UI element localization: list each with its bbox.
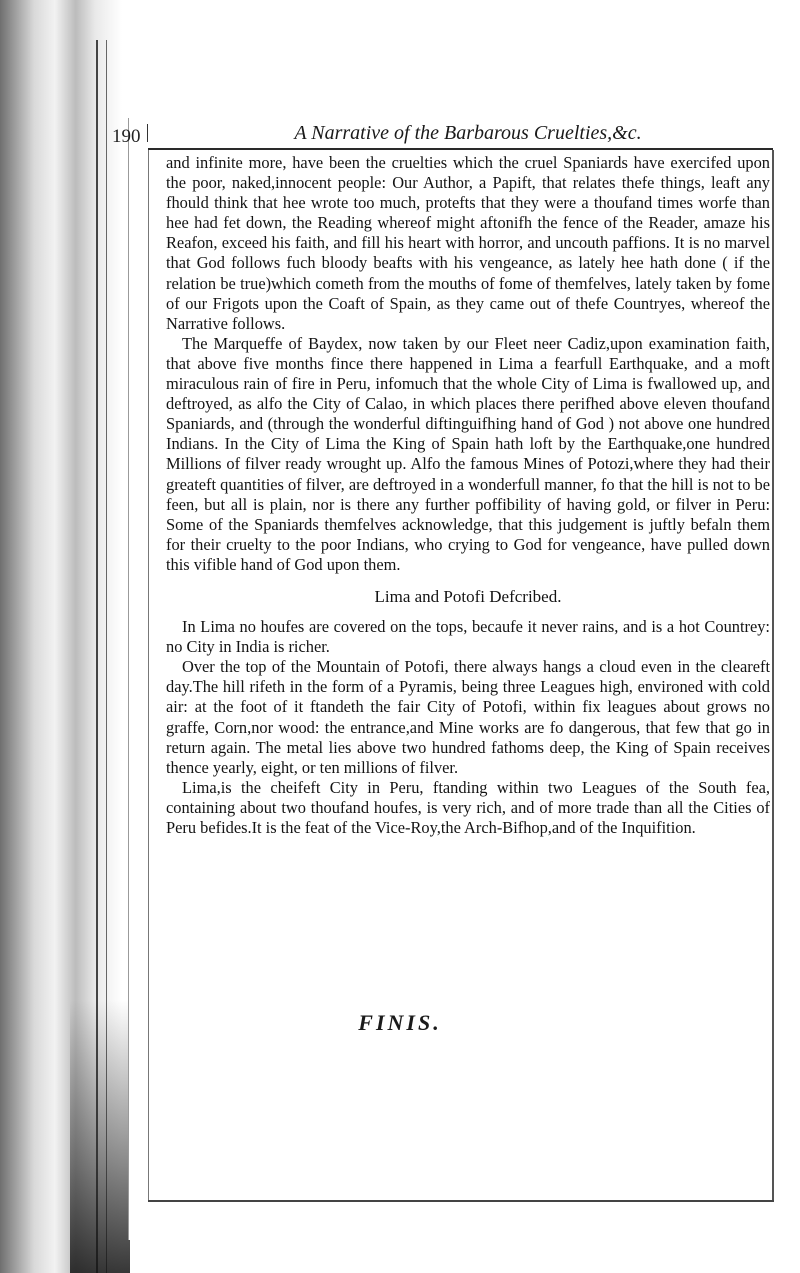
text-frame-right — [772, 150, 774, 1202]
paragraph: In Lima no houfes are covered on the tops, becaufe it never rains, and is a hot Countrey: no City in India is richer. — [166, 617, 770, 657]
paragraph: The Marqueffe of Baydex, now taken by our Fleet neer Cadiz,upon examination faith, that above five months fince there happened in Lima a fearfull Earthquake, and a moft miraculous rain of fire in Peru, infomuch that the whole City of Lima is fwallowed up, and deftroyed, as alfo the City of Calao, in which places there perifhed above eleven thoufand Spaniards, and (through the wonderful diftinguifhing hand of God ) not above one hundred Indians. In the City of Lima the King of Spain hath loft by the Earthquake,one hundred Millions of filver ready wrought up. Alfo the famous Mines of Potozi,where they had their greateft quantities of filver, are deftroyed in a wonderfull manner, fo that the hill is not to be feen, but all is plain, nor is there any further poffibility of having gold, or filver in Peru: Some of the Spaniards themfelves acknowledge, that this judgement is juftly befaln them for their cruelty to the poor Indians, who crying to God for vengeance, have pulled down this vifible hand of God upon them. — [166, 333, 770, 574]
section-title: Lima and Potofi Defcribed. — [374, 586, 562, 606]
paragraph: and infinite more, have been the cruelties which the cruel Spaniards have exercifed upon the poor, naked,innocent people: Our Author, a Papift, that relates thefe things, leaft any fhould think that hee wrote too much, protefts that they were a thoufand times worfe than hee had fet down, the Reading whereof might aftonifh the fence of the Reader, amaze his Reafon, exceed his faith, and fill his heart with horror, and uncouth paffions. It is no marvel that God follows fuch bloody beafts with his vengeance, as lately hee hath done ( if the relation be true)which cometh from the mouths of fome of themfelves, lately taken by fome of our Frigots upon the Coaft of Spain, as they came out of thefe Countryes, whereof the Narrative follows. — [166, 153, 770, 333]
paragraph: Lima,is the cheifeft City in Peru, ftanding within two Leagues of the South fea, containing about two thoufand houfes, is very rich, and of more trade than all the Cities of Peru befides.It is the feat of the Vice-Roy,the Arch-Bifhop,and of the Inquifition. — [166, 777, 770, 837]
text-frame-bottom — [148, 1200, 774, 1202]
page-edge-shadow — [70, 1000, 130, 1273]
paragraph: Over the top of the Mountain of Potofi, there always hangs a cloud even in the cleareft day.The hill rifeth in the form of a Pyramis, being three Leagues high, environed with cold air: at the foot of it ftandeth the fair City of Potofi, within fix leagues about grows no graffe, Corn,nor wood: the entrance,and Mine works are fo dangerous, that few that go in return again. The metal lies above two hundred fathoms deep, the King of Spain receives thence yearly, eight, or ten millions of filver. — [166, 657, 770, 777]
text-frame-left — [148, 150, 149, 1200]
header-divider — [147, 124, 148, 142]
running-head: A Narrative of the Barbarous Cruelties,&c. — [294, 122, 642, 144]
header-rule — [148, 148, 773, 150]
page-number: 190 — [112, 126, 141, 147]
body-text — [166, 153, 770, 838]
finis-heading: FINIS. — [358, 1010, 442, 1035]
